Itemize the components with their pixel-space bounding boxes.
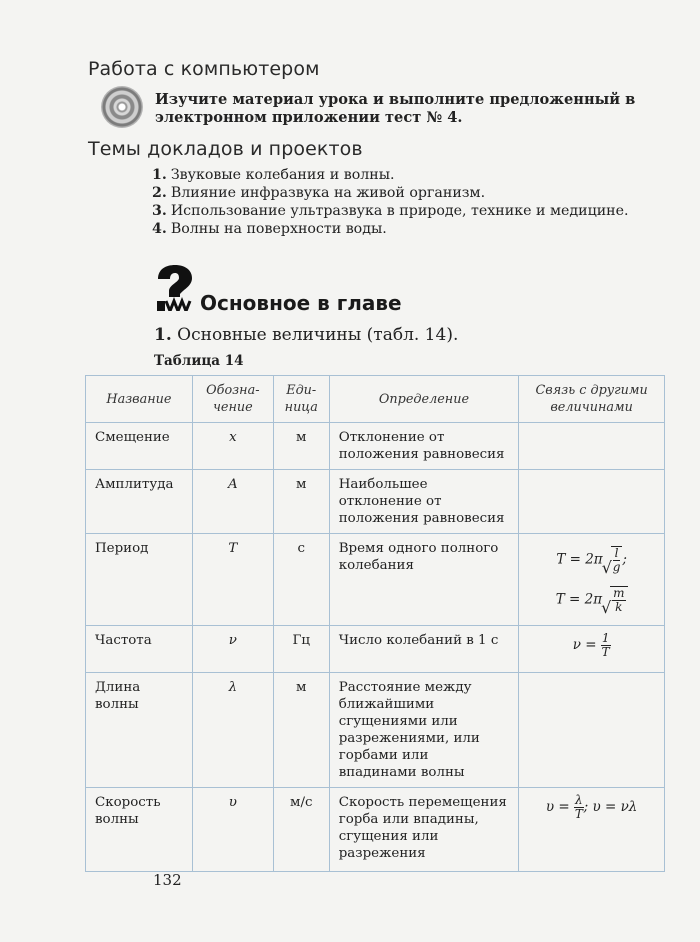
cell-definition: Наибольшее отклонение от положения равновесия: [329, 470, 519, 534]
table-row: [86, 470, 665, 534]
wave-speed-formula: υ = $\frac{\lambda}{T}$ ; υ = νλ: [545, 793, 638, 821]
cell-unit: м/с: [273, 788, 329, 872]
cell-name: Смещение: [86, 423, 193, 470]
topics-list: [152, 166, 629, 238]
list-item: 1. Звуковые колебания и волны.: [152, 167, 395, 183]
cell-unit: м: [273, 673, 329, 788]
table-row: [86, 423, 665, 470]
column-header: Название: [86, 376, 193, 423]
cell-definition: Время одного полного колебания: [329, 534, 519, 626]
cell-name: Амплитуда: [86, 470, 193, 534]
cell-unit: м: [273, 470, 329, 534]
cell-definition: Расстояние между ближайшими сгущениями или разрежениями, или горбами или впадинами волны: [329, 673, 519, 788]
page-number: 132: [153, 871, 182, 889]
table-caption: Таблица 14: [154, 353, 244, 369]
summary-subheading: 1. Основные величины (табл. 14).: [154, 325, 459, 345]
cell-relation: [519, 788, 665, 872]
cell-relation: [519, 423, 665, 470]
cell-name: Скорость волны: [86, 788, 193, 872]
chapter-summary-heading: Основное в главе: [200, 291, 402, 315]
question-mark-icon: [156, 265, 194, 311]
cell-unit: Гц: [273, 626, 329, 673]
cell-symbol: T: [192, 534, 273, 626]
cell-relation: [519, 470, 665, 534]
cell-name: Частота: [86, 626, 193, 673]
list-item: 4. Волны на поверхности воды.: [152, 221, 387, 237]
column-header: Связь с другими величинами: [519, 376, 665, 423]
section-heading-computer: Работа с компьютером: [88, 58, 320, 80]
table-header-row: [86, 376, 665, 423]
column-header: Еди-ница: [273, 376, 329, 423]
cell-name: Длина волны: [86, 673, 193, 788]
cell-unit: м: [273, 423, 329, 470]
table-row: [86, 673, 665, 788]
column-header: Определение: [329, 376, 519, 423]
cell-definition: Отклонение от положения равновесия: [329, 423, 519, 470]
period-formula-pendulum: T = 2π √ $\frac{l}{g}$ ;: [528, 546, 655, 574]
table-row: [86, 534, 665, 626]
column-header: Обозна-чение: [192, 376, 273, 423]
cell-symbol: A: [192, 470, 273, 534]
table-row: [86, 788, 665, 872]
cell-relation: [519, 534, 665, 626]
cd-disc-icon: [101, 86, 143, 128]
cell-unit: с: [273, 534, 329, 626]
cell-definition: Число колебаний в 1 с: [329, 626, 519, 673]
period-formula-spring: T = 2π √ $\frac{m}{k}$: [528, 586, 655, 614]
quantities-table: [85, 375, 665, 872]
frequency-formula: ν = $\frac{1}{T}$: [572, 631, 610, 659]
section-heading-topics: Темы докладов и проектов: [88, 138, 363, 160]
computer-instruction-text: Изучите материал урока и выполните предложенный в электронном приложении тест № 4.: [155, 91, 636, 126]
list-item: 2. Влияние инфразвука на живой организм.: [152, 185, 486, 201]
cell-symbol: ν: [192, 626, 273, 673]
cell-relation: [519, 626, 665, 673]
cell-relation: [519, 673, 665, 788]
table-row: [86, 626, 665, 673]
cell-name: Период: [86, 534, 193, 626]
cell-symbol: υ: [192, 788, 273, 872]
list-item: 3. Использование ультразвука в природе, технике и медицине.: [152, 203, 629, 219]
cell-definition: Скорость перемещения горба или впадины, сгущения или разрежения: [329, 788, 519, 872]
cell-symbol: x: [192, 423, 273, 470]
cell-symbol: λ: [192, 673, 273, 788]
